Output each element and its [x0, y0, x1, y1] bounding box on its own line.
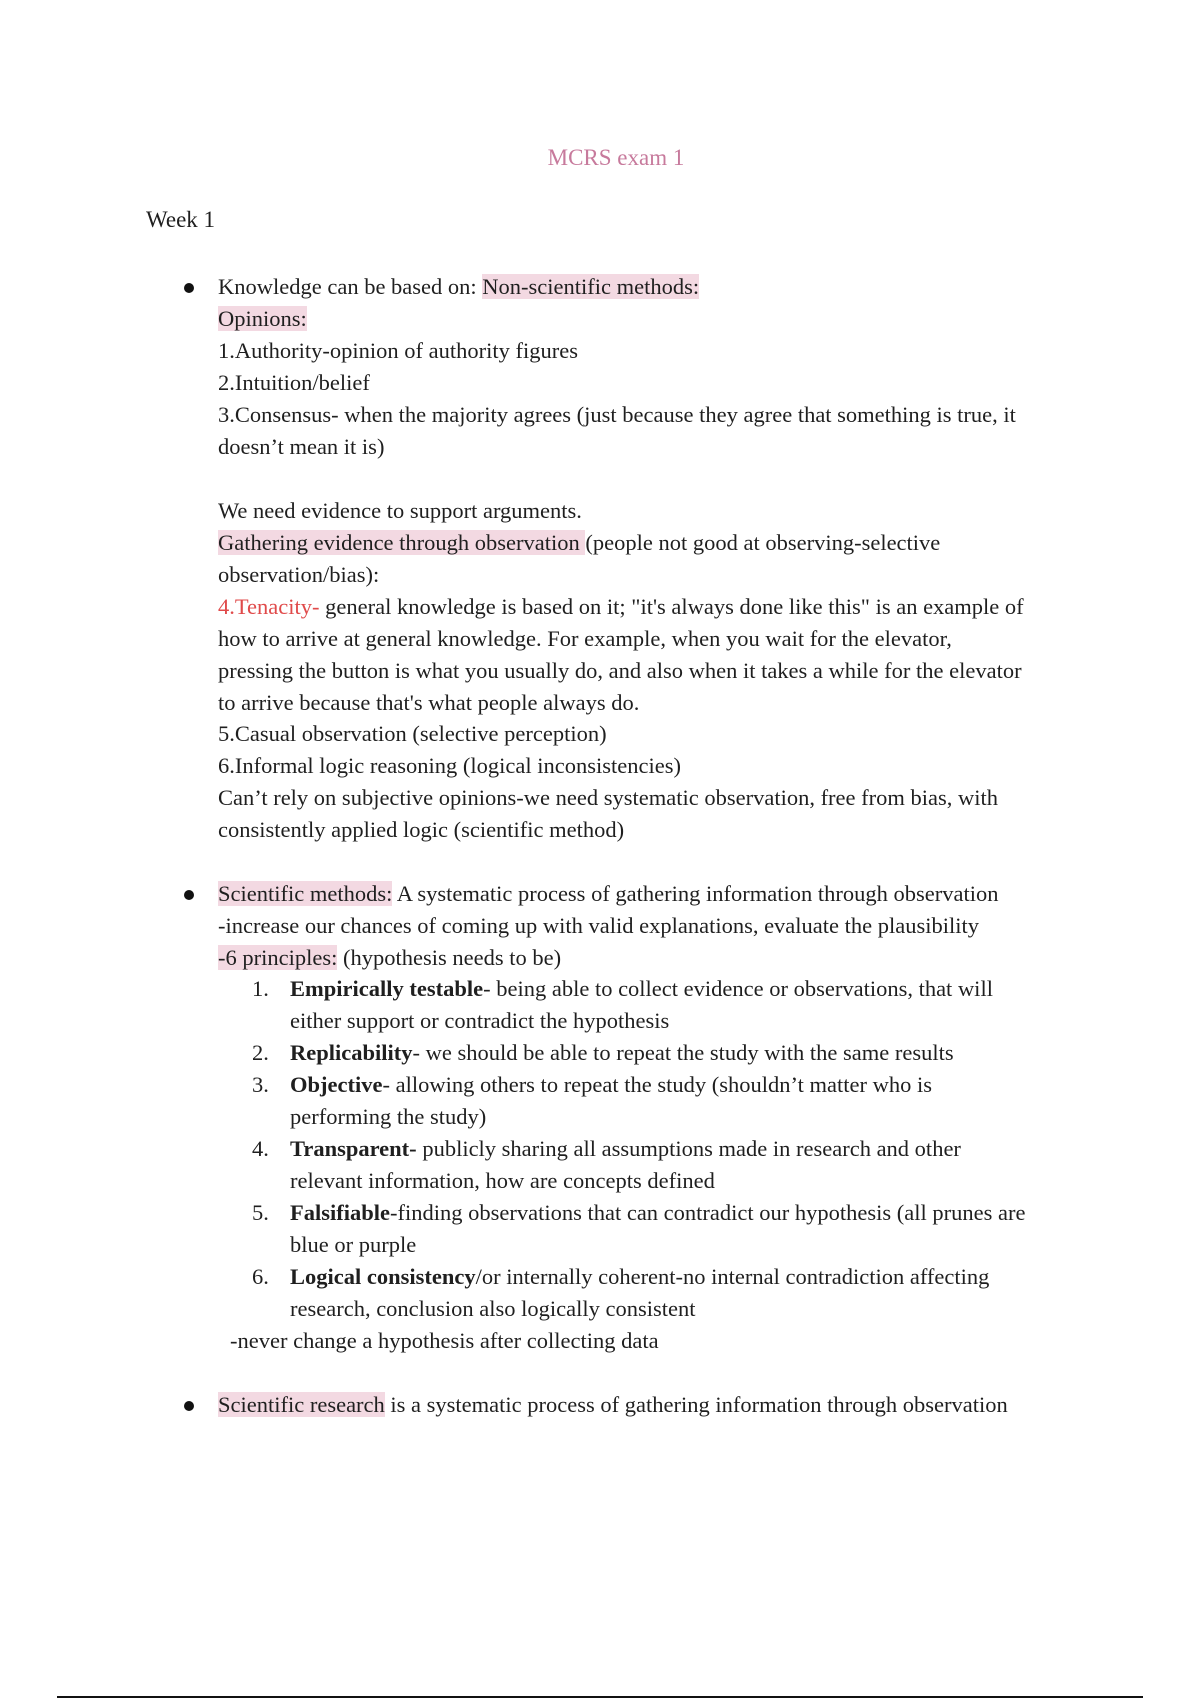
principle-term: Objective [290, 1072, 383, 1097]
never-change-note: -never change a hypothesis after collecting data [230, 1328, 659, 1353]
principle-text: /or internally coherent-no internal contradiction affecting [475, 1264, 990, 1289]
tenacity-continuation: pressing the button is what you usually do, and also when it takes a while for the elevator [218, 658, 1022, 683]
increase-text: -increase our chances of coming up with valid explanations, evaluate the plausibility [218, 913, 980, 938]
principle-term: Empirically testable [290, 976, 484, 1001]
tenacity-text: general knowledge is based on it; "it's always done like this" is an example of [325, 594, 1024, 619]
scientific-methods-text: A systematic process of gathering information through observation [392, 881, 999, 906]
tenacity-line [218, 591, 1024, 623]
list-item: 6.Informal logic reasoning (logical inconsistencies) [218, 753, 681, 778]
principle-continuation: research, conclusion also logically consistent [290, 1296, 696, 1321]
lead-text: Knowledge can be based on: [218, 274, 483, 299]
principle-text: - being able to collect evidence or observations, that will [483, 976, 993, 1001]
principle-text: publicly sharing all assumptions made in research and other [416, 1136, 961, 1161]
page-bottom-rule [57, 1696, 1143, 1698]
cant-rely-text: Can’t rely on subjective opinions-we need systematic observation, free from bias, with [218, 785, 999, 810]
principle-item [290, 1261, 989, 1293]
week-heading: Week 1 [146, 207, 216, 232]
bullet-dot [184, 1401, 194, 1411]
bullet-dot [184, 283, 194, 293]
gathering-continuation: observation/bias): [218, 562, 380, 587]
scientific-methods-highlight: Scientific methods: [218, 881, 393, 906]
gathering-rest: (people not good at observing-selective [585, 530, 941, 555]
principle-text: - we should be able to repeat the study with the same results [412, 1040, 954, 1065]
tenacity-red-label: 4.Tenacity- [218, 594, 326, 619]
list-item: 1.Authority-opinion of authority figures [218, 338, 578, 363]
list-item-continuation: doesn’t mean it is) [218, 434, 385, 459]
opinions-label [218, 303, 307, 335]
list-item: 5.Casual observation (selective perception) [218, 721, 607, 746]
principle-item [290, 973, 993, 1005]
section3-lead [218, 1389, 1008, 1421]
scientific-research-highlight: Scientific research [218, 1392, 385, 1417]
list-item: 3.Consensus- when the majority agrees (just because they agree that something is true, it [218, 402, 1016, 427]
principle-item [290, 1197, 1025, 1229]
section2-lead [218, 878, 998, 910]
principle-number: 5. [252, 1200, 269, 1225]
opinions-highlight: Opinions: [218, 306, 307, 331]
principle-continuation: relevant information, how are concepts defined [290, 1168, 715, 1193]
list-item: 2.Intuition/belief [218, 370, 370, 395]
cant-rely-continuation: consistently applied logic (scientific method) [218, 817, 625, 842]
principle-item [290, 1069, 932, 1101]
principle-text: - allowing others to repeat the study (shouldn’t matter who is [382, 1072, 932, 1097]
principle-text: -finding observations that can contradict our hypothesis (all prunes are [390, 1200, 1026, 1225]
principle-term: Transparent- [290, 1136, 417, 1161]
principle-term: Logical consistency [290, 1264, 476, 1289]
principle-number: 6. [252, 1264, 269, 1289]
gathering-line [218, 527, 940, 559]
document-title: MCRS exam 1 [547, 145, 685, 170]
evidence-text: We need evidence to support arguments. [218, 498, 582, 523]
scientific-research-text: is a systematic process of gathering information through observation [384, 1392, 1008, 1417]
principle-term: Replicability [290, 1040, 413, 1065]
bullet-dot [184, 890, 194, 900]
principle-number: 2. [252, 1040, 269, 1065]
tenacity-continuation: how to arrive at general knowledge. For example, when you wait for the elevator, [218, 626, 952, 651]
principle-item [290, 1037, 954, 1069]
section1-lead [218, 271, 699, 303]
principle-number: 4. [252, 1136, 269, 1161]
principle-continuation: either support or contradict the hypothesis [290, 1008, 670, 1033]
principle-continuation: performing the study) [290, 1104, 487, 1129]
principles-rest: (hypothesis needs to be) [337, 945, 562, 970]
principles-line [218, 942, 561, 974]
principles-highlight: -6 principles: [218, 945, 338, 970]
principle-continuation: blue or purple [290, 1232, 417, 1257]
non-scientific-methods-highlight: Non-scientific methods: [482, 274, 700, 299]
gathering-highlight: Gathering evidence through observation [218, 530, 586, 555]
principle-number: 1. [252, 976, 269, 1001]
principle-term: Falsifiable [290, 1200, 390, 1225]
principle-item [290, 1133, 961, 1165]
tenacity-continuation: to arrive because that's what people always do. [218, 690, 640, 715]
principle-number: 3. [252, 1072, 269, 1097]
